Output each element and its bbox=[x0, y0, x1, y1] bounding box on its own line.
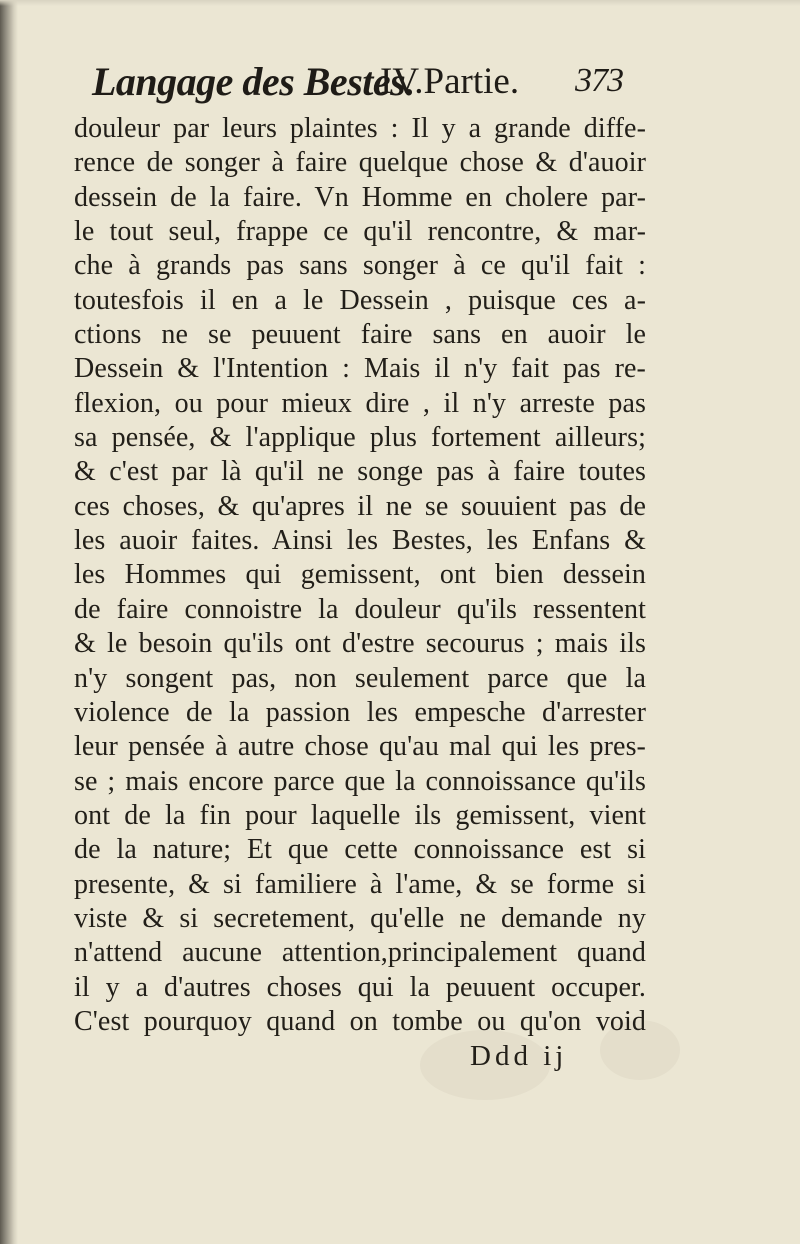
text-line: presente, & si familiere à l'ame, & se forme si bbox=[74, 868, 646, 900]
signature-mark: Ddd ij bbox=[470, 1040, 568, 1072]
text-line: C'est pourquoy quand on tombe ou qu'on void bbox=[74, 1005, 646, 1037]
text-line: n'y songent pas, non seulement parce que la bbox=[74, 662, 646, 694]
text-line: sa pensée, & l'applique plus fortement ailleurs; bbox=[74, 422, 646, 454]
text-line: dessein de la faire. Vn Homme en cholere par- bbox=[74, 181, 646, 213]
text-line: rence de songer à faire quelque chose & d'auoir bbox=[74, 147, 646, 179]
running-title: Langage des Bestes. bbox=[92, 59, 415, 104]
text-line: che à grands pas sans songer à ce qu'il fait : bbox=[74, 250, 646, 282]
text-line: viste & si secretement, qu'elle ne demande ny bbox=[74, 902, 646, 934]
text-line: les auoir faites. Ainsi les Bestes, les Enfans & bbox=[74, 525, 646, 557]
text-line: ont de la fin pour laquelle ils gemissent, vient bbox=[74, 799, 646, 831]
text-line: le tout seul, frappe ce qu'il rencontre, & mar- bbox=[74, 216, 646, 248]
text-line: ces choses, & qu'apres il ne se souuient pas de bbox=[74, 490, 646, 522]
text-line: il y a d'autres choses qui la peuuent occuper. bbox=[74, 971, 646, 1003]
text-line: de la nature; Et que cette connoissance est si bbox=[74, 834, 646, 866]
text-line: les Hommes qui gemissent, ont bien dessein bbox=[74, 559, 646, 591]
text-line: de faire connoistre la douleur qu'ils ressentent bbox=[74, 593, 646, 625]
page-number: 373 bbox=[575, 62, 623, 99]
text-line: & c'est par là qu'il ne songe pas à faire toutes bbox=[74, 456, 646, 488]
text-line: se ; mais encore parce que la connoissance qu'ils bbox=[74, 765, 646, 797]
part-label: IV.Partie. bbox=[380, 61, 520, 102]
text-line: toutesfois il en a le Dessein , puisque ces a- bbox=[74, 284, 646, 316]
text-line: Dessein & l'Intention : Mais il n'y fait pas re- bbox=[74, 353, 646, 385]
text-line: & le besoin qu'ils ont d'estre secourus ; mais ils bbox=[74, 628, 646, 660]
text-line: ctions ne se peuuent faire sans en auoir le bbox=[74, 319, 646, 351]
text-line: leur pensée à autre chose qu'au mal qui les pres- bbox=[74, 731, 646, 763]
text-line: n'attend aucune attention,principalement quand bbox=[74, 937, 646, 969]
body-text bbox=[74, 112, 646, 1039]
text-line: violence de la passion les empesche d'arrester bbox=[74, 696, 646, 728]
running-header bbox=[92, 58, 652, 110]
text-line: douleur par leurs plaintes : Il y a grande diffe- bbox=[74, 113, 646, 144]
text-line: flexion, ou pour mieux dire , il n'y arreste pas bbox=[74, 387, 646, 419]
